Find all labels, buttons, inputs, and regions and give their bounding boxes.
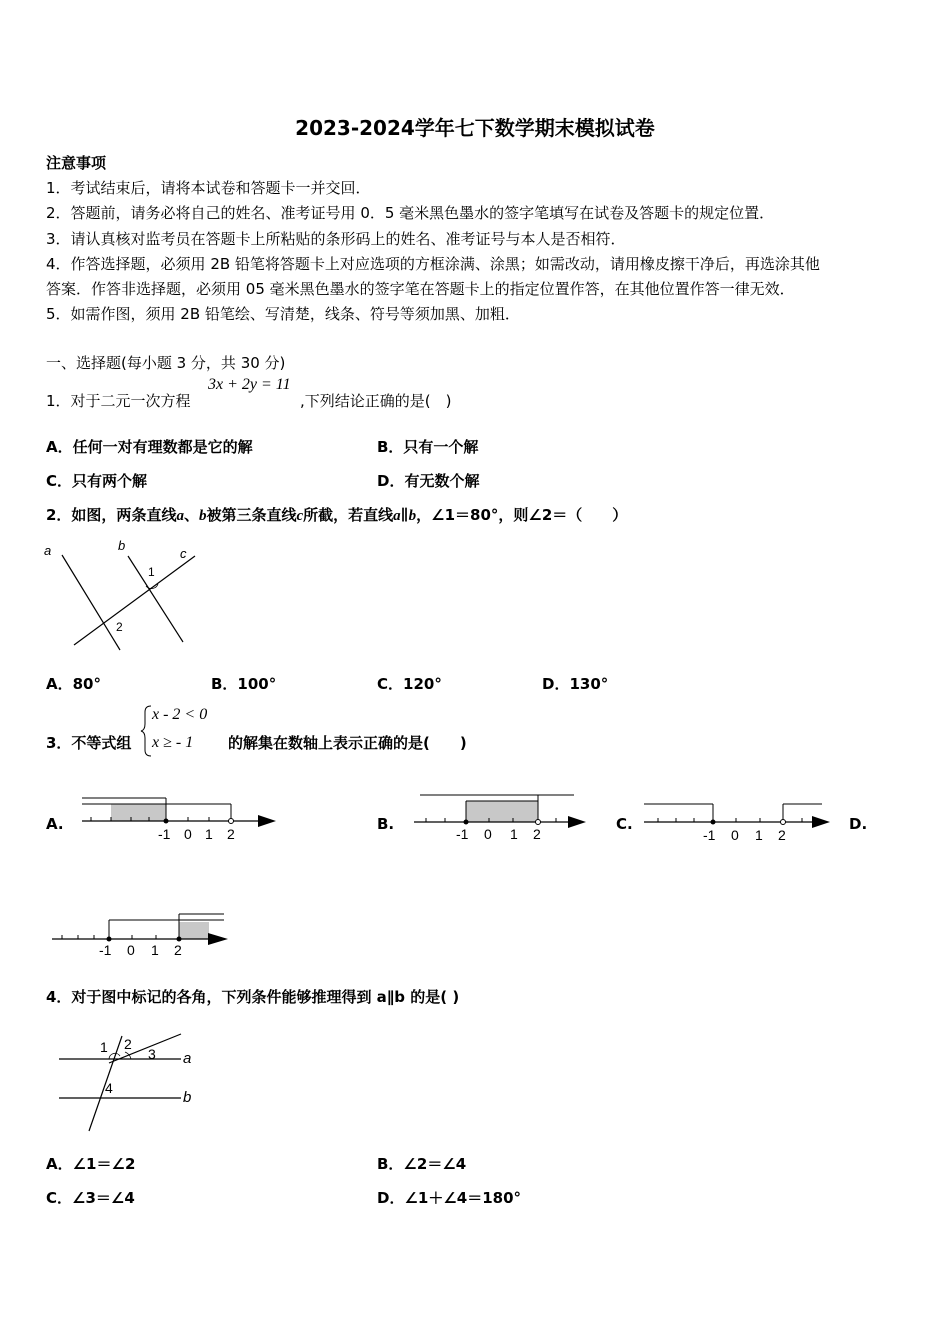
q3-line2: x ≥ - 1 — [152, 734, 194, 751]
q2-mid2: 所截，若直线 — [303, 506, 394, 524]
notice-item: 4．作答选择题，必须用 2B 铅笔将答题卡上对应选项的方框涂满、涂黑；如需改动，请用橡皮擦干净后，再选涂其他 — [46, 255, 820, 273]
tick-label: 1 — [755, 827, 763, 843]
shaded-region — [179, 922, 209, 939]
notice-item: 答案．作答非选择题，必须用 05 毫米黑色墨水的签字笔在答题卡上的指定位置作答，在其他位置作答一律无效． — [46, 280, 795, 298]
label-b: b — [118, 538, 126, 553]
label-angle2: 2 — [116, 620, 123, 634]
label-angle2: 2 — [124, 1036, 132, 1052]
q3-line1: x - 2 < 0 — [152, 706, 208, 723]
tick-label: -1 — [158, 826, 171, 842]
q1-option-d: D．有无数个解 — [377, 472, 480, 490]
q3-numberline-c — [644, 800, 840, 846]
shaded-region — [111, 804, 166, 821]
closed-dot — [164, 819, 169, 824]
notice-heading: 注意事项 — [46, 154, 107, 172]
label-b: b — [183, 1089, 192, 1106]
page-title: 2023-2024学年七下数学期末模拟试卷 — [295, 116, 655, 140]
label-a: a — [44, 543, 52, 558]
q4-option-c: C．∠3＝∠4 — [46, 1189, 135, 1207]
q2-var-c: c — [296, 508, 304, 524]
label-angle3: 3 — [148, 1046, 156, 1062]
q3-numberline-a — [82, 795, 280, 845]
tick-label: 1 — [205, 826, 213, 842]
closed-dot — [107, 937, 112, 942]
shaded-region — [466, 801, 538, 822]
q2-var-a: a — [176, 508, 184, 524]
q2-option-d: D．130° — [542, 675, 609, 693]
notice-item: 2．答题前，请务必将自己的姓名、准考证号用 0．5 毫米黑色墨水的签字笔填写在试卷及答题卡的规定位置． — [46, 204, 775, 222]
q4-option-d: D．∠1＋∠4＝180° — [377, 1189, 522, 1207]
notice-item: 3．请认真核对监考员在答题卡上所粘贴的条形码上的姓名、准考证号与本人是否相符． — [46, 230, 626, 248]
arrow-icon — [258, 815, 276, 827]
q3-option-d-label: D. — [849, 815, 868, 833]
q1-option-c: C．只有两个解 — [46, 472, 148, 490]
open-dot — [781, 820, 786, 825]
arrow-icon — [568, 816, 586, 828]
tick-label: 1 — [510, 826, 518, 842]
q1-option-a: A．任何一对有理数都是它的解 — [46, 438, 253, 456]
q2-sep: 、 — [183, 506, 199, 524]
q2-option-b: B．100° — [211, 675, 277, 693]
tick-label: 0 — [127, 942, 135, 958]
label-angle1: 1 — [100, 1039, 108, 1055]
label-angle4: 4 — [105, 1080, 113, 1096]
q3-option-c-label: C. — [616, 815, 633, 833]
section-heading: 一、选择题(每小题 3 分，共 30 分) — [46, 354, 286, 372]
tick-label: 2 — [778, 827, 786, 843]
q1-prefix: 1．对于二元一次方程 — [46, 392, 191, 410]
q2-question — [46, 504, 627, 525]
tick-label: 2 — [174, 942, 182, 958]
q3-numberline-d — [52, 910, 236, 960]
q2-var-b: b — [198, 508, 207, 524]
tick-label: 2 — [533, 826, 541, 842]
q2-option-c: C．120° — [377, 675, 442, 693]
notice-item: 1．考试结束后，请将本试卷和答题卡一并交回． — [46, 179, 371, 197]
q4-option-a: A．∠1＝∠2 — [46, 1155, 136, 1173]
tick-label: 0 — [184, 826, 192, 842]
arrow-icon — [208, 933, 228, 945]
arrow-icon — [812, 816, 830, 828]
tick-label: -1 — [703, 827, 716, 843]
line-a — [62, 555, 120, 650]
tick-label: -1 — [456, 826, 469, 842]
q2-prefix: 2．如图，两条直线 — [46, 506, 177, 524]
q1-option-b: B．只有一个解 — [377, 438, 479, 456]
closed-dot — [177, 937, 182, 942]
q3-prefix: 3．不等式组 — [46, 734, 132, 752]
q4-option-b: B．∠2＝∠4 — [377, 1155, 467, 1173]
closed-dot — [711, 820, 716, 825]
label-angle1: 1 — [148, 565, 155, 579]
tick-label: 0 — [731, 827, 739, 843]
q2-mid: 被第三条直线 — [206, 506, 297, 524]
q1-equation: 3x + 2y = 11 — [208, 376, 291, 393]
q3-numberline-b — [414, 792, 594, 844]
tick-label: 2 — [227, 826, 235, 842]
q1-suffix: ,下列结论正确的是( ) — [300, 392, 452, 410]
label-a: a — [183, 1050, 192, 1067]
q4-question: 4．对于图中标记的各角，下列条件能够推理得到 a∥b 的是( ) — [46, 988, 460, 1006]
q3-option-a-label: A. — [46, 815, 64, 833]
tick-label: 1 — [151, 942, 159, 958]
q2-option-a: A．80° — [46, 675, 101, 693]
tick-label: -1 — [99, 942, 112, 958]
q3-suffix: 的解集在数轴上表示正确的是( ) — [228, 734, 467, 752]
label-c: c — [180, 546, 187, 561]
q3-option-b-label: B. — [377, 815, 395, 833]
notice-item: 5．如需作图，须用 2B 铅笔绘、写清楚，线条、符号等须加黑、加粗． — [46, 305, 520, 323]
q2-parallel: a∥b — [393, 508, 417, 524]
closed-dot — [464, 820, 469, 825]
open-dot — [536, 820, 541, 825]
open-dot — [229, 819, 234, 824]
tick-label: 0 — [484, 826, 492, 842]
q2-figure — [40, 538, 205, 658]
q2-suffix: ，∠1＝80°，则∠2＝（ ） — [416, 506, 628, 524]
q4-figure — [55, 1018, 205, 1138]
